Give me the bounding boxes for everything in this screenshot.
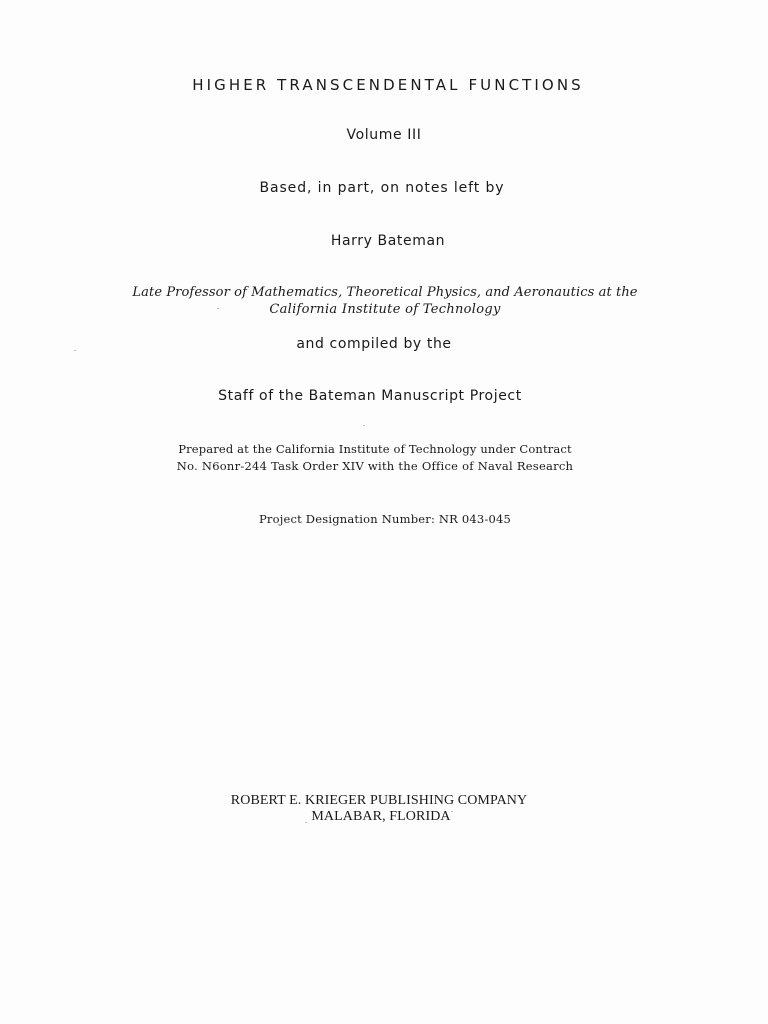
volume-label: Volume III xyxy=(346,127,422,143)
scan-speck xyxy=(217,308,219,309)
scan-speck xyxy=(363,425,365,426)
based-on-note: Based, in part, on notes left by xyxy=(259,180,505,196)
author-affiliation-line-1: Late Professor of Mathematics, Theoretical Physics, and Aeronautics at the xyxy=(132,285,638,300)
project-designation: Project Designation Number: NR 043-045 xyxy=(258,512,512,526)
publisher-name: ROBERT E. KRIEGER PUBLISHING COMPANY xyxy=(230,793,528,808)
author-name: Harry Bateman xyxy=(330,233,446,249)
scan-speck xyxy=(74,350,76,351)
scan-speck xyxy=(305,822,307,823)
staff-credit: Staff of the Bateman Manuscript Project xyxy=(218,388,522,404)
publisher-location: MALABAR, FLORIDA xyxy=(311,809,451,824)
contract-note-line-2: No. N6onr-244 Task Order XIV with the Office of Naval Research xyxy=(176,459,574,473)
scan-speck xyxy=(451,811,453,812)
contract-note-line-1: Prepared at the California Institute of Technology under Contract xyxy=(178,442,572,456)
compiled-by-note: and compiled by the xyxy=(296,336,452,352)
author-affiliation-line-2: California Institute of Technology xyxy=(269,302,501,317)
book-title: HIGHER TRANSCENDENTAL FUNCTIONS xyxy=(192,76,584,94)
